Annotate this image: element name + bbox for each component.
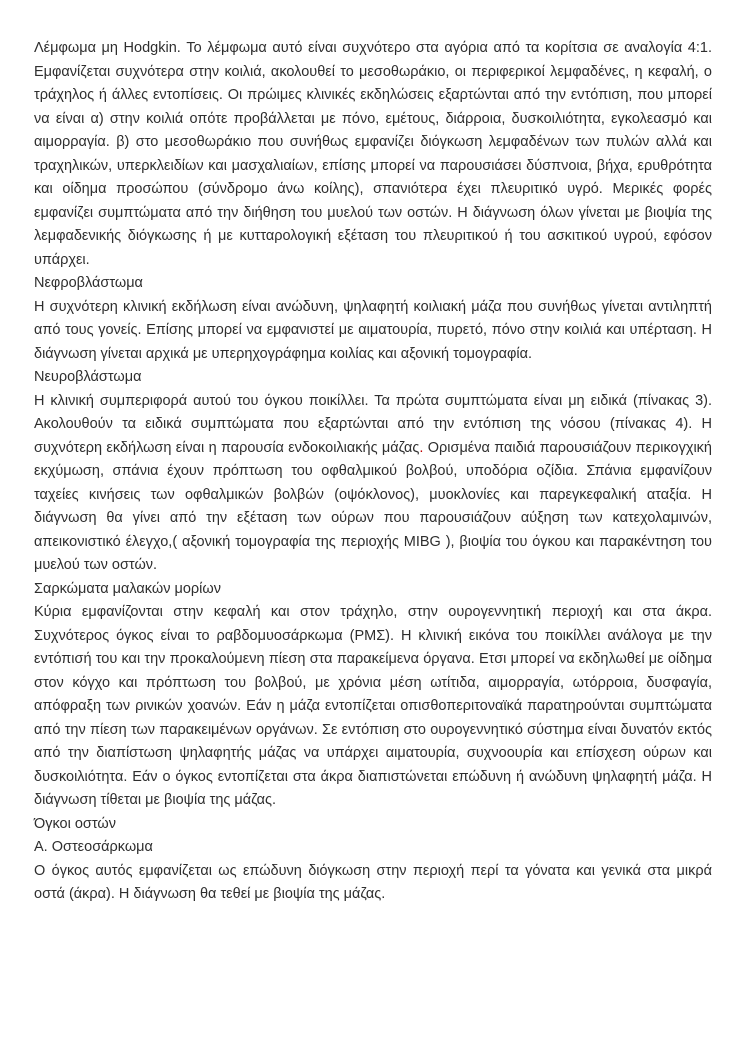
subheading-osteosarcoma: Α. Οστεοσάρκωμα [34,839,153,855]
heading-soft-tissue-sarcomas: Σαρκώματα μαλακών μορίων [34,580,221,597]
paragraph-nephroblastoma: Η συχνότερη κλινική εκδήλωση είναι ανώδυνη, ψηλαφητή κοιλιακή μάζα που συνήθως γίνεται αντιληπτή από τους γονείς. Επίσης μπορεί να εμφανιστεί με αιματουρία, πυρετό, πόνο στην κοιλιά και υπέρταση. Η διάγνωση γίνεται αρχικά με υπερηχογράφημα κοιλίας και αξονική τομογραφία. [34,298,712,362]
paragraph-soft-tissue-sarcomas: Κύρια εμφανίζονται στην κεφαλή και στον τράχηλο, στην ουρογεννητική περιοχή και στα άκρα. Συχνότερος όγκος είναι το ραβδομυοσάρκωμα (ΡΜΣ). Η κλινική εικόνα του ποικίλλει ανάλογα με την εντόπισή του και την προκαλούμενη πίεση στα παρακείμενα όργανα. Ετσι μπορεί να εκδηλωθεί με οίδημα στον κόγχο και πρόπτωση του βολβού, με χρόνια μέση ωτίτιδα, αιμορραγία, ωτόρροια, δυσφαγία, απόφραξη των ρινικών χοανών. Εάν η μάζα εντοπίζεται οπισθοπεριτοναϊκά παρατηρούνται συμπτώματα από την πίεση των παρακειμένων οργάνων. Σε εντόπιση στο ουρογεννητικό σύστημα είναι δυνατόν εκτός από την διαπίστωση ψηλαφητής μάζας να υπάρχει αιματουρία, συχνοουρία και επίσχεση ούρων και δυσκοιλιότητα. Εάν ο όγκος εντοπίζεται στα άκρα διαπιστώνεται επώδυνη ή ανώδυνη ψηλαφητή μάζα. Η διάγνωση τίθεται με βιοψία της μάζας. [34,604,712,808]
heading-neuroblastoma: Νευροβλάστωμα [34,369,142,385]
document-page [34,37,712,907]
neuroblastoma-text-before-red-period: Η κλινική συμπεριφορά αυτού του όγκου ποικίλλει. Τα πρώτα συμπτώματα είναι μη ειδικά (πίνακας 3). Ακολουθούν τα ειδικά συμπτώματα που εξαρτώνται από την εντόπιση της νόσου (πίνακας 4). Η συχνότερη εκδήλωση είναι η παρουσία ενδοκοιλιακής μάζας [34,392,712,456]
heading-bone-tumors: Όγκοι οστών [34,815,116,832]
paragraph-osteosarcoma: Ο όγκος αυτός εμφανίζεται ως επώδυνη διόγκωση στην περιοχή περί τα γόνατα και γενικά στα μικρά οστά (άκρα). Η διάγνωση θα τεθεί με βιοψία της μάζας. [34,862,712,902]
paragraph-non-hodgkin-lymphoma: Λέμφωμα μη Hodgkin. Το λέμφωμα αυτό είναι συχνότερο στα αγόρια από τα κορίτσια σε αναλογία 4:1. Εμφανίζεται συχνότερα στην κοιλιά, ακολουθεί το μεσοθωράκιο, οι περιφερικοί λεμφαδένες, η κεφαλή, ο τράχηλος ή άλλες εντοπίσεις. Οι πρώιμες κλινικές εκδηλώσεις εξαρτώνται από την εντόπιση, που μπορεί να είναι α) στην κοιλιά οπότε προβάλλεται με πόνο, εμέτους, διάρροια, δυσκοιλιότητα, εγκολεασμό και αιμορραγία. β) στο μεσοθωράκιο που συνήθως εμφανίζει διόγκωση λεμφαδένων των πυλών αλλά και τραχηλικών, υπερκλειδίων και μασχαλιαίων, επίσης μπορεί να παρουσιάσει δύσπνοια, βήχα, ερυθρότητα και οίδημα προσώπου (σύνδρομο άνω κοίλης), σπανιότερα έχει πλευριτικό υγρό. Μερικές φορές εμφανίζει συμπτώματα από την διήθηση του μυελού των οστών. Η διάγνωση όλων γίνεται με βιοψία της λεμφαδενικής διόγκωσης ή με κυτταρολογική εξέταση του πλευριτικού ή του ασκιτικού υγρού, εφόσον υπάρχει. [34,40,712,268]
paragraph-neuroblastoma [34,390,712,578]
red-period: . [419,439,424,456]
neuroblastoma-text-after-red-period: Ορισμένα παιδιά παρουσιάζουν περικογχική εκχύμωση, σπάνια έχουν πρόπτωση του οφθαλμικού βολβού, υποδόρια οζίδια. Σπάνια εμφανίζουν ταχείες κινήσεις των οφθαλμικών βολβών (οψόκλονος), μυοκλονίες και παρεγκεφαλική αταξία. Η διάγνωση θα γίνει από την εξέταση των ούρων που παρουσιάζουν αύξηση των κατεχολαμινών, απεικονιστικό έλεγχο,( αξονική τομογραφία της περιοχής MIBG ), βιοψία του όγκου και παρακέντηση του μυελού των οστών. [34,439,712,573]
heading-nephroblastoma: Νεφροβλάστωμα [34,275,143,291]
